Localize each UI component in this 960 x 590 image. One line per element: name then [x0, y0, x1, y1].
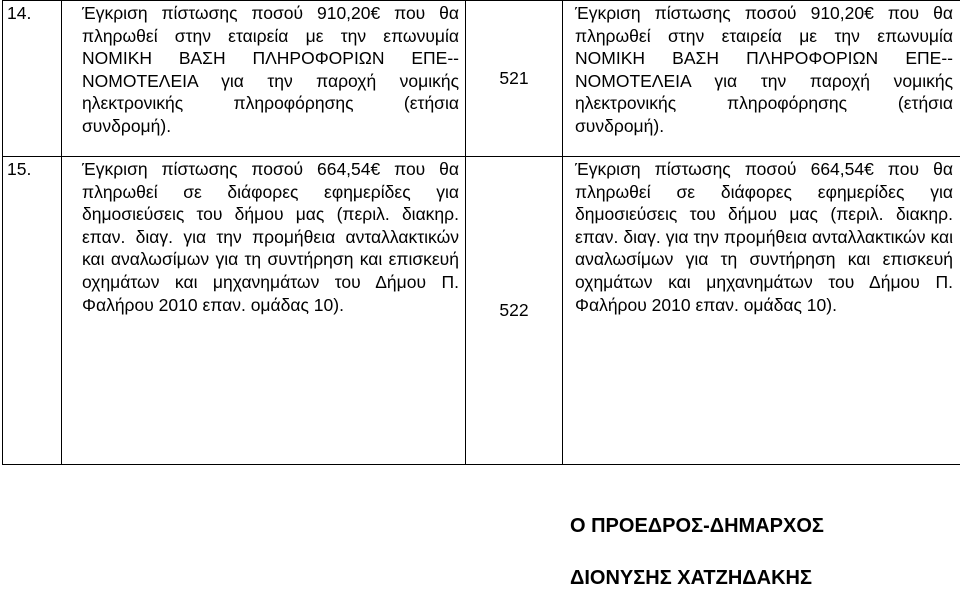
signature-title: Ο ΠΡΟΕΔΡΟΣ-ΔΗΜΑΡΧΟΣ — [570, 514, 824, 538]
table-row — [3, 157, 960, 465]
item-number: 15. — [3, 157, 62, 465]
decision-summary-cell — [563, 1, 960, 157]
decision-number: 521 — [466, 1, 563, 157]
item-description-cell — [62, 157, 466, 465]
decisions-table — [2, 0, 960, 465]
decision-summary-cell — [563, 157, 960, 465]
signature-name: ΔΙΟΝΥΣΗΣ ΧΑΤΖΗΔΑΚΗΣ — [570, 566, 812, 590]
item-number: 14. — [3, 1, 62, 157]
item-description: Έγκριση πίστωσης ποσού 664,54€ που θα πληρωθεί σε διάφορες εφημερίδες για δημοσιεύσεις του δήμου μας (περιλ. διακηρ. επαν. διαγ. για την προμήθεια ανταλλακτικών και αναλωσίμων για τη συντήρηση και επισκευή οχημάτων και μηχανημάτων του Δήμου Π. Φαλήρου 2010 επαν. ομάδας 10). — [62, 157, 465, 316]
item-description-cell — [62, 1, 466, 157]
decision-summary: Έγκριση πίστωσης ποσού 664,54€ που θα πληρωθεί σε διάφορες εφημερίδες για δημοσιεύσεις του δήμου μας (περιλ. διακηρ. επαν. διαγ. για την προμήθεια ανταλλακτικών και αναλωσίμων για τη συντήρηση και επισκευή οχημάτων και μηχανημάτων του Δήμου Π. Φαλήρου 2010 επαν. ομάδας 10). — [563, 157, 960, 316]
table-row — [3, 1, 960, 157]
item-description: Έγκριση πίστωσης ποσού 910,20€ που θα πληρωθεί στην εταιρεία με την επωνυμία ΝΟΜΙΚΗ ΒΑΣΗ ΠΛΗΡΟΦΟΡΙΩΝ ΕΠΕ--ΝΟΜΟΤΕΛΕΙΑ για την παροχή νομικής ηλεκτρονικής πληροφόρησης (ετήσια συνδρομή). — [62, 1, 465, 138]
decision-summary: Έγκριση πίστωσης ποσού 910,20€ που θα πληρωθεί στην εταιρεία με την επωνυμία ΝΟΜΙΚΗ ΒΑΣΗ ΠΛΗΡΟΦΟΡΙΩΝ ΕΠΕ--ΝΟΜΟΤΕΛΕΙΑ για την παροχή νομικής ηλεκτρονικής πληροφόρησης (ετήσια συνδρομή). — [563, 1, 960, 138]
decision-number: 522 — [466, 157, 563, 465]
